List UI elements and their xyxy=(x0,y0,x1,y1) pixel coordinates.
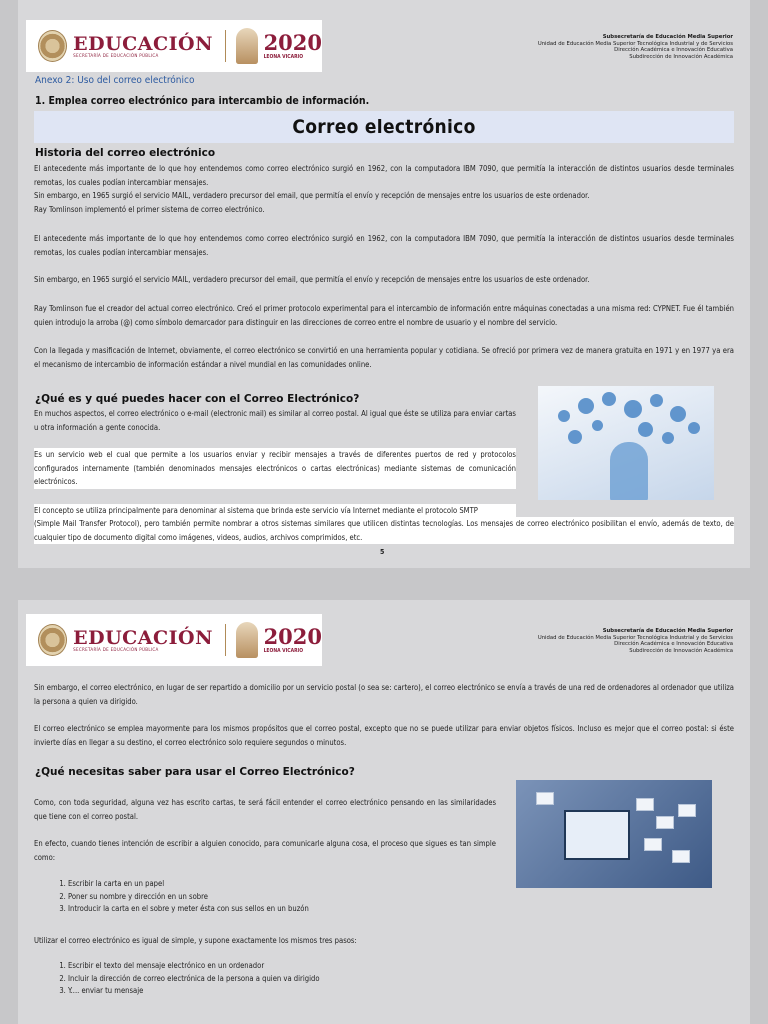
history-text: Ray Tomlinson implementó el primer sistema de correo electrónico. xyxy=(34,204,265,214)
page-number: 5 xyxy=(380,548,385,556)
task-heading: 1. Emplea correo electrónico para intercambio de información. xyxy=(35,95,370,107)
need-heading: ¿Qué necesitas saber para usar el Correo Electrónico? xyxy=(35,766,355,778)
brand-subtitle: SECRETARÍA DE EDUCACIÓN PÚBLICA xyxy=(73,647,159,653)
list-item: 3. Introducir la carta en el sobre y meter ésta con sus sellos en un buzón xyxy=(68,903,504,916)
year-subtitle: LEONA VICARIO xyxy=(263,54,304,60)
brand-title: EDUCACIÓN xyxy=(73,626,213,649)
envelope-icon xyxy=(644,838,662,851)
envelope-icon xyxy=(636,798,654,811)
institution-line: Subsecretaría de Educación Media Superior xyxy=(602,34,733,40)
year-label: 2020 xyxy=(263,30,323,55)
what-paragraph: En muchos aspectos, el correo electrónico o e-mail (electronic mail) es similar al correo postal. Al igual que éste se utiliza para enviar cartas u otra información a gente conocida. xyxy=(34,409,516,432)
year-label: 2020 xyxy=(263,624,323,649)
email-illustration xyxy=(516,780,712,888)
document-page-1 xyxy=(18,0,750,568)
body-paragraph: Como, con toda seguridad, alguna vez has escrito cartas, te será fácil entender el correo electrónico pensando en las similaridades que tiene con el correo postal. xyxy=(34,798,496,821)
history-paragraph: Ray Tomlinson fue el creador del actual correo electrónico. Creó el primer protocolo experimental para el intercambio de información entre máquinas conectadas a una misma red: CYPNET. Fue él también quien introdujo la arroba (@) como símbolo demarcador para distinguir en las direcciones de correo entre el nombre de usuario y el nombre del servicio. xyxy=(34,304,734,327)
brand-title: EDUCACIÓN xyxy=(73,32,213,55)
year-subtitle: LEONA VICARIO xyxy=(263,648,304,654)
institution-line: Unidad de Educación Media Superior Tecnológica Industrial y de Servicios xyxy=(537,40,733,47)
logo-divider xyxy=(225,30,226,62)
institution-block xyxy=(538,628,733,654)
header-logo-banner xyxy=(26,20,322,72)
sep-seal-icon xyxy=(38,30,67,62)
monitor-icon xyxy=(564,810,630,860)
history-paragraph xyxy=(34,162,734,216)
institution-line: Subdirección de Innovación Académica xyxy=(629,647,733,654)
institution-line: Subsecretaría de Educación Media Superior xyxy=(602,628,733,634)
institution-line: Dirección Académica e Innovación Educativa xyxy=(614,641,733,647)
leona-vicario-portrait-icon xyxy=(236,28,258,64)
history-heading: Historia del correo electrónico xyxy=(35,147,216,159)
envelope-icon xyxy=(678,804,696,817)
envelope-icon xyxy=(656,816,674,829)
body-paragraph: Sin embargo, el correo electrónico, en lugar de ser repartido a domicilio por un servicio postal (o sea se: cartero), el correo electrónico se envía a través de una red de ordenadores al ordenador que utiliza la persona a quien va dirigido. xyxy=(34,683,734,706)
logo-divider xyxy=(225,624,226,656)
list-item: 1. Escribir la carta en un papel xyxy=(68,878,504,891)
history-text: El antecedente más importante de lo que hoy entendemos como correo electrónico surgió en 1962, con la computadora IBM 7090, que permitía la interacción de distintos usuarios desde terminales remotas, los cuales podían intercambiar mensajes. xyxy=(34,164,734,187)
list-item: 3. Y.... enviar tu mensaje xyxy=(68,985,504,998)
institution-line: Dirección Académica e Innovación Educativa xyxy=(614,47,733,53)
list-item: 2. Poner su nombre y dirección en un sobre xyxy=(68,891,504,904)
hand-icon xyxy=(610,442,648,500)
steps-list-email xyxy=(34,960,504,998)
header-logo-banner xyxy=(26,614,322,666)
list-item: 2. Incluir la dirección de correo electrónica de la persona a quien va dirigido xyxy=(68,973,504,986)
body-paragraph: En efecto, cuando tienes intención de escribir a alguien conocido, para comunicarle alguna cosa, el proceso que sigues es tan simple como: xyxy=(34,839,496,862)
annex-title: Anexo 2: Uso del correo electrónico xyxy=(35,75,195,86)
institution-block xyxy=(538,34,733,60)
institution-line: Unidad de Educación Media Superior Tecnológica Industrial y de Servicios xyxy=(537,634,733,641)
section-banner: Correo electrónico xyxy=(34,111,734,143)
envelope-icon xyxy=(672,850,690,863)
steps-list-postal xyxy=(34,878,504,916)
history-paragraph: El antecedente más importante de lo que hoy entendemos como correo electrónico surgió en 1962, con la computadora IBM 7090, que permitía la interacción de distintos usuarios desde terminales remotas, los cuales podían intercambiar mensajes. xyxy=(34,234,734,257)
what-heading: ¿Qué es y qué puedes hacer con el Correo Electrónico? xyxy=(35,393,360,405)
document-page-2 xyxy=(18,600,750,1024)
what-paragraph: Es un servicio web el cual que permite a los usuarios enviar y recibir mensajes a través de diferentes puertos de red y protocolos configurados internamente (también denominados mensajes electrónicos o cartas electrónicas) mediante sistemas de comunicación electrónicos. xyxy=(34,448,516,489)
brand-subtitle: SECRETARÍA DE EDUCACIÓN PÚBLICA xyxy=(73,53,159,59)
body-paragraph: Utilizar el correo electrónico es igual de simple, y supone exactamente los mismos tres pasos: xyxy=(34,936,357,945)
history-paragraph: Sin embargo, en 1965 surgió el servicio MAIL, verdadero precursor del email, que permitía el envío y recepción de mensajes entre los usuarios de este ordenador. xyxy=(34,275,590,284)
network-illustration xyxy=(538,386,714,500)
envelope-icon xyxy=(536,792,554,805)
history-text: Sin embargo, en 1965 surgió el servicio MAIL, verdadero precursor del email, que permitía el envío y recepción de mensajes entre los usuarios de este ordenador. xyxy=(34,191,590,200)
body-paragraph: El correo electrónico se emplea mayormente para los mismos propósitos que el correo postal, excepto que no se puede utilizar para enviar objetos físicos. Incluso es mejor que el correo postal: si éste invierte días en llegar a su destino, el correo electrónico solo requiere segundos o minutos. xyxy=(34,724,734,747)
what-paragraph: El concepto se utiliza principalmente para denominar al sistema que brinda este servicio vía Internet mediante el protocolo SMTP xyxy=(34,504,516,518)
list-item: 1. Escribir el texto del mensaje electrónico en un ordenador xyxy=(68,960,504,973)
sep-seal-icon xyxy=(38,624,67,656)
institution-line: Subdirección de Innovación Académica xyxy=(629,53,733,60)
what-paragraph: (Simple Mail Transfer Protocol), pero también permite nombrar a otros sistemas similares que utilicen distintas tecnologías. Los mensajes de correo electrónico posibilitan el envío, además de texto, de cualquier tipo de documento digital como imágenes, videos, audios, archivos comprimidos, etc. xyxy=(34,517,734,544)
leona-vicario-portrait-icon xyxy=(236,622,258,658)
history-paragraph: Con la llegada y masificación de Internet, obviamente, el correo electrónico se convirtió en una herramienta popular y cotidiana. Se ofreció por primera vez de manera gratuita en 1971 y en 1977 ya era el mecanismo de intercambio de información estándar a nivel mundial en las comunidades online. xyxy=(34,346,734,369)
